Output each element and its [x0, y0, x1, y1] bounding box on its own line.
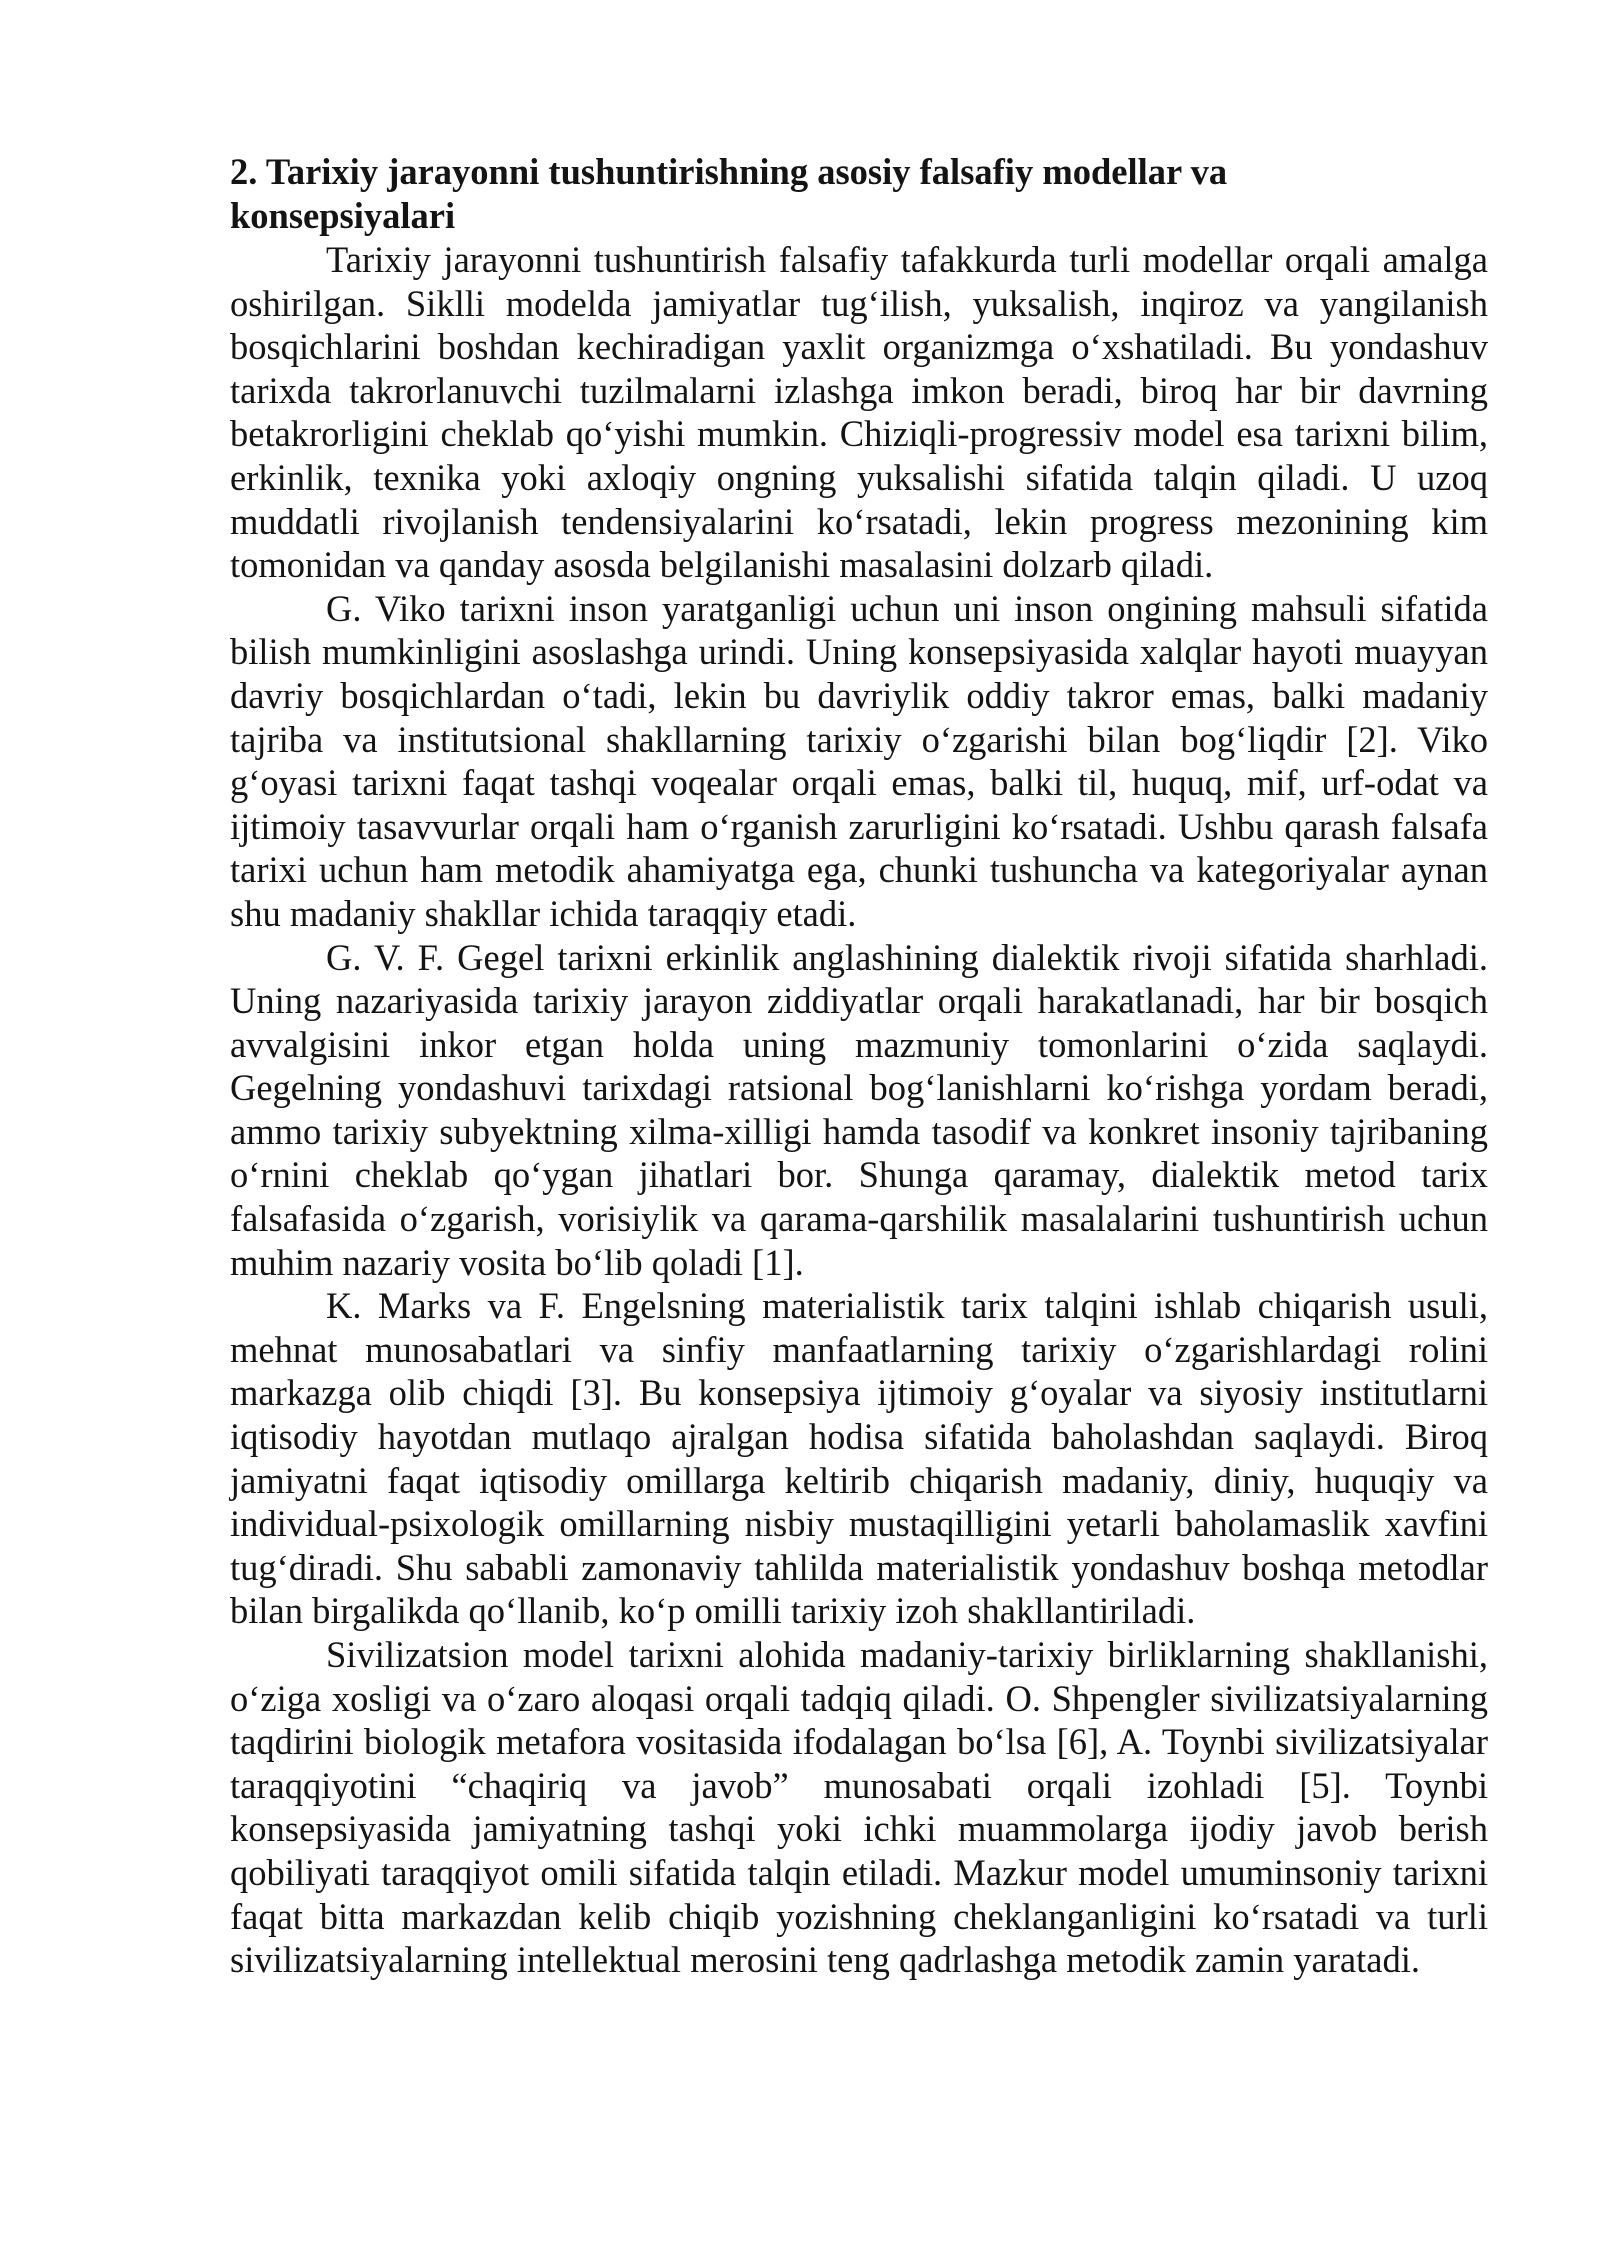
- document-page: [230, 150, 1488, 1982]
- paragraph-hegel: G. V. F. Gegel tarixni erkinlik anglashining dialektik rivoji sifatida sharhladi. Uning nazariyasida tarixiy jarayon ziddiyatlar orqali harakatlanadi, har bir bosqich avvalgisini inkor etgan holda uning mazmuniy tomonlarini o‘zida saqlaydi. Gegelning yondashuvi tarixdagi ratsional bog‘lanishlarni ko‘rishga yordam beradi, ammo tarixiy subyektning xilma-xilligi hamda tasodif va konkret insoniy tajribaning o‘rnini cheklab qo‘ygan jihatlari bor. Shunga qaramay, dialektik metod tarix falsafasida o‘zgarish, vorisiylik va qarama-qarshilik masalalarini tushuntirish uchun muhim nazariy vosita bo‘lib qoladi [1].: [230, 936, 1488, 1283]
- section-heading: 2. Tarixiy jarayonni tushuntirishning asosiy falsafiy modellar va konsepsiyalari: [230, 151, 1228, 236]
- paragraph-marx-engels: K. Marks va F. Engelsning materialistik tarix talqini ishlab chiqarish usuli, mehnat munosabatlari va sinfiy manfaatlarning tarixiy o‘zgarishlardagi rolini markazga olib chiqdi [3]. Bu konsepsiya ijtimoiy g‘oyalar va siyosiy institutlarni iqtisodiy hayotdan mutlaqo ajralgan hodisa sifatida baholashdan saqlaydi. Biroq jamiyatni faqat iqtisodiy omillarga keltirib chiqarish madaniy, diniy, huquqiy va individual-psixologik omillarning nisbiy mustaqilligini yetarli baholamaslik xavfini tug‘diradi. Shu sababli zamonaviy tahlilda materialistik yondashuv boshqa metodlar bilan birgalikda qo‘llanib, ko‘p omilli tarixiy izoh shakllantiriladi.: [230, 1285, 1488, 1632]
- paragraph-civilizational-model: Sivilizatsion model tarixni alohida madaniy-tarixiy birliklarning shakllanishi, o‘ziga xosligi va o‘zaro aloqasi orqali tadqiq qiladi. O. Shpengler sivilizatsiyalarning taqdirini biologik metafora vositasida ifodalagan bo‘lsa [6], A. Toynbi sivilizatsiyalar taraqqiyotini “chaqiriq va javob” munosabati orqali izohladi [5]. Toynbi konsepsiyasida jamiyatning tashqi yoki ichki muammolarga ijodiy javob berish qobiliyati taraqqiyot omili sifatida talqin etiladi. Mazkur model umuminsoniy tarixni faqat bitta markazdan kelib chiqib yozishning cheklanganligini ko‘rsatadi va turli sivilizatsiyalarning intellektual merosini teng qadrlashga metodik zamin yaratadi.: [230, 1634, 1488, 1981]
- paragraph-models-overview: Tarixiy jarayonni tushuntirish falsafiy tafakkurda turli modellar orqali amalga oshirilgan. Siklli modelda jamiyatlar tug‘ilish, yuksalish, inqiroz va yangilanish bosqichlarini boshdan kechiradigan yaxlit organizmga o‘xshatiladi. Bu yondashuv tarixda takrorlanuvchi tuzilmalarni izlashga imkon beradi, biroq har bir davrning betakrorligini cheklab qo‘yishi mumkin. Chiziqli-progressiv model esa tarixni bilim, erkinlik, texnika yoki axloqiy ongning yuksalishi sifatida talqin qiladi. U uzoq muddatli rivojlanish tendensiyalarini ko‘rsatadi, lekin progress mezonining kim tomonidan va qanday asosda belgilanishi masalasini dolzarb qiladi.: [230, 239, 1488, 586]
- paragraph-vico: G. Viko tarixni inson yaratganligi uchun uni inson ongining mahsuli sifatida bilish mumkinligini asoslashga urindi. Uning konsepsiyasida xalqlar hayoti muayyan davriy bosqichlardan o‘tadi, lekin bu davriylik oddiy takror emas, balki madaniy tajriba va institutsional shakllarning tarixiy o‘zgarishi bilan bog‘liqdir [2]. Viko g‘oyasi tarixni faqat tashqi voqealar orqali emas, balki til, huquq, mif, urf-odat va ijtimoiy tasavvurlar orqali ham o‘rganish zarurligini ko‘rsatadi. Ushbu qarash falsafa tarixi uchun ham metodik ahamiyatga ega, chunki tushuncha va kategoriyalar aynan shu madaniy shakllar ichida taraqqiy etadi.: [230, 587, 1488, 934]
